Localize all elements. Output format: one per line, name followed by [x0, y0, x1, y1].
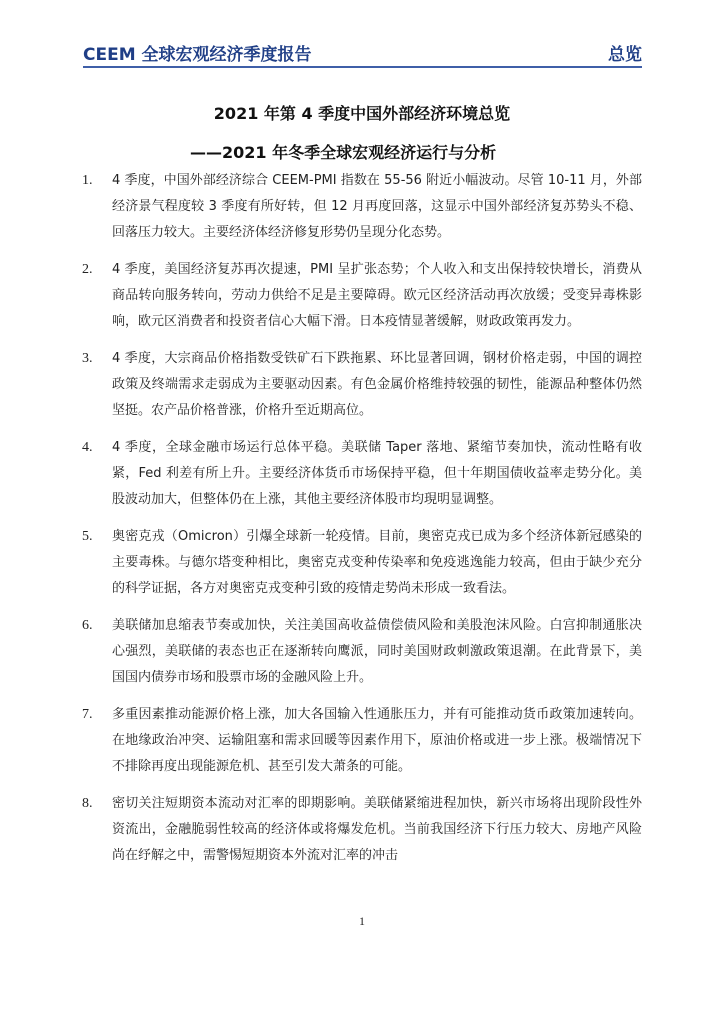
list-item — [82, 524, 642, 602]
page-number: 1 — [359, 914, 365, 928]
item-text: 4 季度，全球金融市场运行总体平稳。美联储 Taper 落地、紧缩节奏加快，流动性略有收紧，Fed 利差有所上升。主要经济体货币市场保持平稳，但十年期国债收益率走势分化。美股波动加大，但整体仍在上涨，其他主要经济体股市均現明显调整。 — [112, 440, 642, 507]
item-text: 美联储加息缩表节奏或加快，关注美国高收益债偿债风险和美股泡沫风险。白宫抑制通胀决心强烈，美联储的表态也正在逐渐转向鹰派，同时美国财政刺激政策退潮。在此背景下，美国国内债券市场和股票市场的金融风险上升。 — [112, 618, 642, 685]
document-subtitle: ——2021 年冬季全球宏观经济运行与分析 — [190, 143, 497, 162]
document-title: 2021 年第 4 季度中国外部经济环境总览 — [213, 104, 511, 123]
report-series-title: CEEM 全球宏观经济季度报告 — [83, 45, 312, 65]
item-text: 奥密克戎（Omicron）引爆全球新一轮疫情。目前，奥密克戎已成为多个经济体新冠感染的主要毒株。与德尔塔变种相比，奥密克戎变种传染率和免疫逃逸能力较高，但由于缺少充分的科学证据，各方对奥密克戎变种引致的疫情走势尚未形成一致看法。 — [112, 529, 642, 596]
item-number: 4. — [82, 440, 93, 455]
item-number: 6. — [82, 618, 93, 633]
list-item — [82, 435, 642, 513]
summary-list — [82, 168, 642, 880]
item-number: 1. — [82, 173, 93, 188]
item-text: 4 季度，中国外部经济综合 CEEM-PMI 指数在 55-56 附近小幅波动。尽管 10-11 月，外部经济景气程度较 3 季度有所好转，但 12 月再度回落，这显示中国外部经济复苏势头不稳、回落压力较大。主要经济体经济修复形势仍呈现分化态势。 — [112, 173, 642, 240]
list-item — [82, 168, 642, 246]
item-text: 密切关注短期资本流动对汇率的即期影响。美联储紧缩进程加快，新兴市场将出现阶段性外资流出，金融脆弱性较高的经济体或将爆发危机。当前我国经济下行压力较大、房地产风险尚在纾解之中，需警惕短期资本外流对汇率的冲击 — [112, 796, 642, 863]
item-number: 8. — [82, 796, 93, 811]
header-rule — [83, 66, 642, 68]
running-header — [83, 40, 642, 66]
list-item — [82, 702, 642, 780]
item-text: 4 季度，大宗商品价格指数受铁矿石下跌拖累、环比显著回调，钢材价格走弱，中国的调控政策及终端需求走弱成为主要驱动因素。有色金属价格维持较强的韧性，能源品种整体仍然坚挺。农产品价格普涨，价格升至近期高位。 — [112, 351, 642, 418]
list-item — [82, 346, 642, 424]
item-number: 2. — [82, 262, 93, 277]
list-item — [82, 257, 642, 335]
item-number: 3. — [82, 351, 93, 366]
item-number: 7. — [82, 707, 93, 722]
item-text: 多重因素推动能源价格上涨，加大各国输入性通胀压力，并有可能推动货币政策加速转向。在地缘政治冲突、运输阻塞和需求回暖等因素作用下，原油价格或进一步上涨。极端情况下不排除再度出现能源危机、甚至引发大萧条的可能。 — [112, 707, 642, 774]
list-item — [82, 791, 642, 869]
list-item — [82, 613, 642, 691]
item-text: 4 季度，美国经济复苏再次提速，PMI 呈扩张态势；个人收入和支出保持较快增长，消费从商品转向服务转向，劳动力供给不足是主要障碍。欧元区经济活动再次放缓；受变异毒株影响，欧元区消费者和投资者信心大幅下滑。日本疫情显著缓解，财政政策再发力。 — [112, 262, 642, 329]
section-label: 总览 — [608, 45, 642, 65]
item-number: 5. — [82, 529, 93, 544]
